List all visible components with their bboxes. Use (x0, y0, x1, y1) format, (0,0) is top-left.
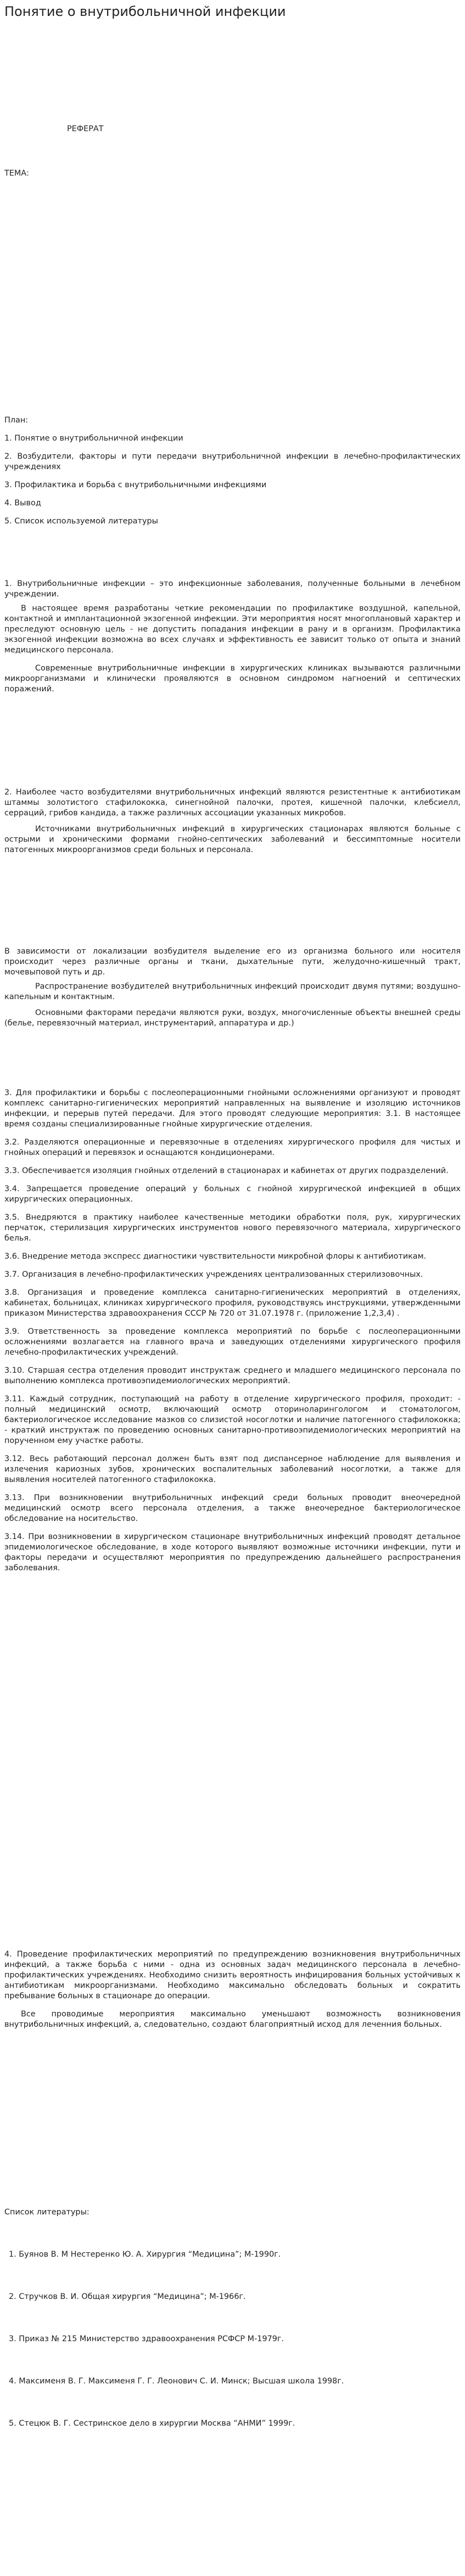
paragraph: 3.9. Ответственность за проведение комплекса мероприятий по борьбе с послеоперационными осложнениями возлагается на главного врача и заведующих отделениями хирургического профиля лечебно-профилактических учреждений. (4, 1327, 461, 1357)
paragraph: 3.12. Весь работающий персонал должен быть взят под диспансерное наблюдение для выявления и излечения кариозных зубов, хронических воспалительных заболеваний носоглотки, а также для выявления носителей патогенного стафилококка. (4, 1455, 461, 1484)
plan-section (4, 415, 461, 534)
literature-item: 4. Максименя В. Г. Максименя Г. Г. Леонович С. И. Минск; Высшая школа 1998г. (9, 2377, 344, 2386)
paragraph: 3.2. Разделяются операционные и перевязочные в отделениях хирургического профиля для чистых и гнойных операций и перевязок и оснащаются кондиционерами. (4, 1138, 461, 1157)
plan-item: 2. Возбудители, факторы и пути передачи внутрибольничной инфекции в лечебно-профилактических учреждениях (4, 452, 461, 471)
paragraph: 3.3. Обеспечивается изоляция гнойных отделений в стационарах и кабинетах от других подразделений. (4, 1166, 449, 1175)
paragraph: 3.13. При возникновении внутрибольничных инфекций среди больных проводит внеочередной медицинский осмотр всего персонала отделения, а также внеочередное бактериологическое обследование на носительство. (4, 1493, 461, 1523)
section-3 (4, 1088, 461, 1581)
literature-item: 2. Стручков В. И. Общая хирургия “Медицина”; М-1966г. (9, 2292, 246, 2301)
plan-item: 3. Профилактика и борьба с внутрибольничными инфекциями (4, 481, 267, 489)
paragraph: 3.4. Запрещается проведение операций у больных с гнойной хирургической инфекцией в общих хирургических операционных. (4, 1185, 461, 1204)
literature-item: 5. Стецюк В. Г. Сестринское дело в хирургии Москва “АНМИ” 1999г. (9, 2419, 295, 2428)
referat-label: РЕФЕРАТ (67, 125, 104, 133)
paragraph: 3.7. Организация в лечебно-профилактических учреждениях централизованных стерилизовочных. (4, 1270, 423, 1279)
paragraph: Все проводимые мероприятия максимально уменьшают возможность возникновения внутрибольничных инфекций, а, следовательно, создают благоприятный исход для леченния больных. (4, 2010, 461, 2029)
section-1 (4, 579, 461, 695)
section-2 (4, 787, 461, 855)
paragraph: 3.5. Внедряются в практику наиболее качественные методики обработки поля, рук, хирургических перчаток, стерилизация хирургических инструментов нового перевязочного материала, хирургического белья. (4, 1213, 461, 1243)
plan-item: 5. Список используемой литературы (4, 517, 158, 526)
section-4 (4, 1949, 461, 2030)
paragraph: 3. Для профилактики и борьбы с послеоперационными гнойными осложнениями организуют и проводят комплекс санитарно-гигиенических мероприятий направленных на выявление и изоляцию источников инфекции, и перерыв путей передачи. Для этого проводят следующие мероприятия: 3.1. В настоящее время созданы специализированные гнойные хирургические отделения. (4, 1089, 461, 1129)
paragraph: 3.11. Каждый сотрудник, поступающий на работу в отделение хирургического профиля, проходит: - полный медицинский осмотр, включающий осмотр оториноларингологом и стоматологом, бактериологическое исследование мазков со слизистой носоглотки и наличие патогенного стафилококка; - краткий инструктаж по проведению основных санитарно-противоэпидемиологических мероприятий на порученном ему участке работы. (4, 1395, 461, 1445)
paragraph: Источниками внутрибольничных инфекций в хирургических стационарах являются больные с острыми и хроническими формами гнойно-септических заболеваний и бессимптомные носители патогенных микроорганизмов среди больных и персонала. (4, 825, 461, 854)
paragraph: 4. Проведение профилактических мероприятий по предупреждению возникновения внутрибольничных инфекций, а также борьба с ними - одна из основных задач медицинского персонала в лечебно-профилактических учреждениях. Необходимо снизить вероятность инфицирования больных устойчивых к антибиотикам микроорганизмами. Необходимо максимально обследовать больных и сократить пребывание больных в стационаре до операции. (4, 1950, 461, 2000)
section-2b (4, 946, 461, 1029)
literature-item: 3. Приказ № 215 Министерство здравоохранения РСФСР М-1979г. (9, 2335, 284, 2343)
paragraph: 3.6. Внедрение метода экспресс диагностики чувствительности микробной флоры к антибиотикам. (4, 1252, 427, 1261)
page-title: Понятие о внутрибольничной инфекции (4, 4, 286, 19)
paragraph: Современные внутрибольничные инфекции в хирургических клиниках вызываются различными микроорганизмами и клинически проявляются в основном синдромом нагноений и септических поражений. (4, 664, 461, 694)
paragraph: В зависимости от локализации возбудителя выделение его из организма больного или носителя происходит через различные органы и ткани, дыхательные пути, желудочно-кишечный тракт, мочевыповой путь и др. (4, 947, 461, 977)
literature-heading: Список литературы: (4, 2208, 89, 2217)
literature-item: 1. Буянов В. М Нестеренко Ю. А. Хирургия “Медицина”; М-1990г. (9, 2250, 281, 2259)
paragraph: В настоящее время разработаны четкие рекомендации по профилактике воздушной, капельной, контактной и имплантационной экзогенной инфекции. Эти мероприятия носят многоплановый характер и преследуют основную цель - не допустить попадания инфекции в рану и в организм. Профилактика экзогенной инфекции возможна во всех случаях и эффективность ее зависит только от опыта и знаний медицинского персонала. (4, 604, 461, 655)
paragraph: 3.8. Организация и проведение комплекса санитарно-гигиенических мероприятий в отделениях, кабинетах, больницах, клиниках хирургического профиля, руководствуясь инструкциями, утвержденными приказом Министерства здравоохранения СССР № 720 от 31.07.1978 г. (приложение 1,2,3,4) . (4, 1288, 461, 1318)
plan-item: 4. Вывод (4, 499, 41, 508)
paragraph: Основными факторами передачи являются руки, воздух, многочисленные объекты внешней среды (белье, перевязочный материал, инструментарий, аппаратура и др.) (4, 1008, 461, 1028)
tema-label: ТЕМА: (4, 169, 29, 178)
paragraph: 2. Наиболее часто возбудителями внутрибольничных инфекций являются резистентные к антибиотикам штаммы золотистого стафилококка, синегнойной палочки, протея, кишечной палочки, клебсиелл, серраций, грибов кандида, а также различных ассоциации указанных микробов. (4, 788, 461, 818)
paragraph: Распространение возбудителей внутрибольничных инфекций происходит двумя путями; воздушно-капельным и контактным. (4, 982, 461, 1001)
paragraph: 3.10. Старшая сестра отделения проводит инструктаж среднего и младшего медицинского персонала по выполнению комплекса противоэпидемиологических мероприятий. (4, 1366, 461, 1385)
plan-item: 1. Понятие о внутрибольничной инфекции (4, 434, 183, 443)
plan-heading: План: (4, 416, 29, 425)
paragraph: 1. Внутрибольничные инфекции – это инфекционные заболевания, полученные больными в лечебном учреждении. (4, 579, 461, 599)
paragraph: 3.14. При возникновении в хирургическом стационаре внутрибольничных инфекций проводят детальное эпидемиологическое обследование, в ходе которого выявляют возможные источники инфекции, пути и факторы передачи и осуществляют мероприятия по предупреждению дальнейшего распространения заболевания. (4, 1532, 461, 1572)
